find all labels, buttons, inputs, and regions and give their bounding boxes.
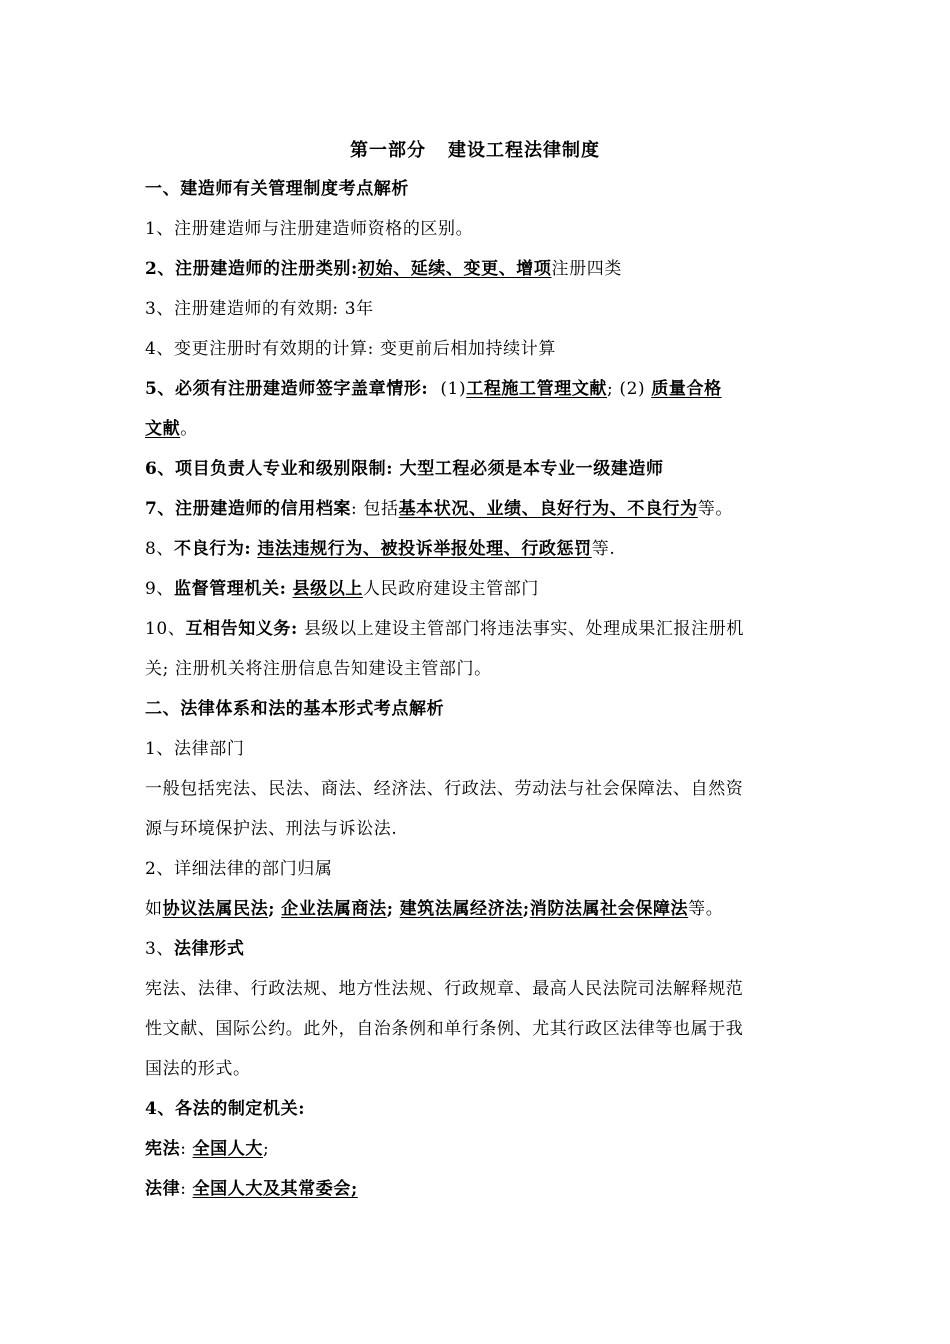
paragraph-law-1-text-2: 源与环境保护法、刑法与诉讼法. [145,819,398,839]
law-2-prefix: 如 [145,899,163,919]
law-2-sep-3: ; [522,899,530,919]
paragraph-item-6: 6、项目负责人专业和级别限制: 大型工程必须是本专业一级建造师 [145,459,664,479]
item-5-num-2: ; (2) [607,379,646,399]
paragraph-law-3 [145,936,810,962]
law-label: 法律 [145,1179,181,1199]
item-2-label: 2、注册建造师的注册类别: [145,259,358,279]
item-8-emphasis: 违法违规行为、被投诉举报处理、行政惩罚 [257,539,592,559]
paragraph-law-4: 4、各法的制定机关: [145,1099,306,1119]
item-9-label: 监督管理机关: [174,579,287,599]
paragraph-constitution [145,1136,810,1162]
paragraph-item-4: 4、变更注册时有效期的计算: 变更前后相加持续计算 [145,339,556,359]
law-2-emphasis-1: 协议法属民法 [162,899,269,919]
law-2-emphasis-3: 建筑法属经济法 [399,899,523,919]
law-2-sep-1: ; [268,899,276,919]
item-10-label: 互相告知义务: [185,619,298,639]
paragraph-item-5 [145,376,810,402]
paragraph-law-2-text [145,896,810,922]
constitution-end: ; [262,1139,270,1159]
paragraph-law-3-text-1: 宪法、法律、行政法规、地方性法规、行政规章、最高人民法院司法解释规范 [145,979,744,999]
paragraph-law-1-text-1: 一般包括宪法、民法、商法、经济法、行政法、劳动法与社会保障法、自然资 [145,779,744,799]
item-7-label: 7、注册建造师的信用档案 [145,499,352,519]
paragraph-item-8 [145,536,810,562]
item-5-emphasis-1: 工程施工管理文献 [466,379,608,399]
paragraph-item-10-cont: 关; 注册机关将注册信息告知建设主管部门。 [145,659,492,679]
item-10-text: 县级以上建设主管部门将违法事实、处理成果汇报注册机 [303,619,744,639]
law-body: 全国人大及其常委会; [192,1179,358,1199]
item-5-label: 5、必须有注册建造师签字盖章情形: [145,379,429,399]
law-2-tail: 等。 [688,899,724,919]
item-7-tail: 等。 [697,499,733,519]
constitution-label: 宪法 [145,1139,181,1159]
paragraph-item-9 [145,576,810,602]
constitution-colon: : [180,1139,193,1159]
paragraph-item-1: 1、注册建造师与注册建造师资格的区别。 [145,219,474,239]
law-2-emphasis-2: 企业法属商法 [281,899,387,919]
item-9-num: 9、 [145,579,175,599]
item-10-num: 10、 [145,619,186,639]
item-7-mid: : 包括 [351,499,399,519]
item-9-tail: 人民政府建设主管部门 [362,579,539,599]
item-5-num-1: (1) [440,379,467,399]
item-7-emphasis: 基本状况、业绩、良好行为、不良行为 [398,499,698,519]
item-5-emphasis-3: 文献 [145,419,181,439]
title-name: 建设工程法律制度 [448,140,600,161]
item-8-num: 8、 [145,539,175,559]
paragraph-item-2 [145,256,810,282]
law-2-sep-2: ; [386,899,394,919]
paragraph-law-3-text-3: 国法的形式。 [145,1059,251,1079]
item-9-emphasis: 县级以上 [292,579,363,599]
item-5-emphasis-2: 质量合格 [651,379,722,399]
item-2-tail: 注册四类 [551,259,622,279]
section-heading-1: 一、建造师有关管理制度考点解析 [145,179,409,199]
paragraph-law [145,1176,810,1202]
law-colon: : [180,1179,193,1199]
item-5-end: 。 [180,419,198,439]
law-2-emphasis-4: 消防法属社会保障法 [529,899,689,919]
section-heading-2: 二、法律体系和法的基本形式考点解析 [145,699,445,719]
page-title [0,136,950,162]
title-part: 第一部分 [350,140,426,161]
paragraph-item-5-cont [145,416,810,442]
paragraph-item-3: 3、注册建造师的有效期: 3年 [145,299,374,319]
item-2-emphasis: 初始、延续、变更、增项 [357,259,552,279]
paragraph-item-10 [145,616,810,642]
law-3-num: 3、 [145,939,175,959]
item-8-label: 不良行为: [174,539,252,559]
paragraph-item-7 [145,496,810,522]
paragraph-law-2: 2、详细法律的部门归属 [145,859,333,879]
paragraph-law-1: 1、法律部门 [145,739,245,759]
paragraph-law-3-text-2: 性文献、国际公约。此外，自治条例和单行条例、尤其行政区法律等也属于我 [145,1019,744,1039]
constitution-body: 全国人大 [192,1139,263,1159]
law-3-label: 法律形式 [174,939,245,959]
item-8-tail: 等. [591,539,616,559]
